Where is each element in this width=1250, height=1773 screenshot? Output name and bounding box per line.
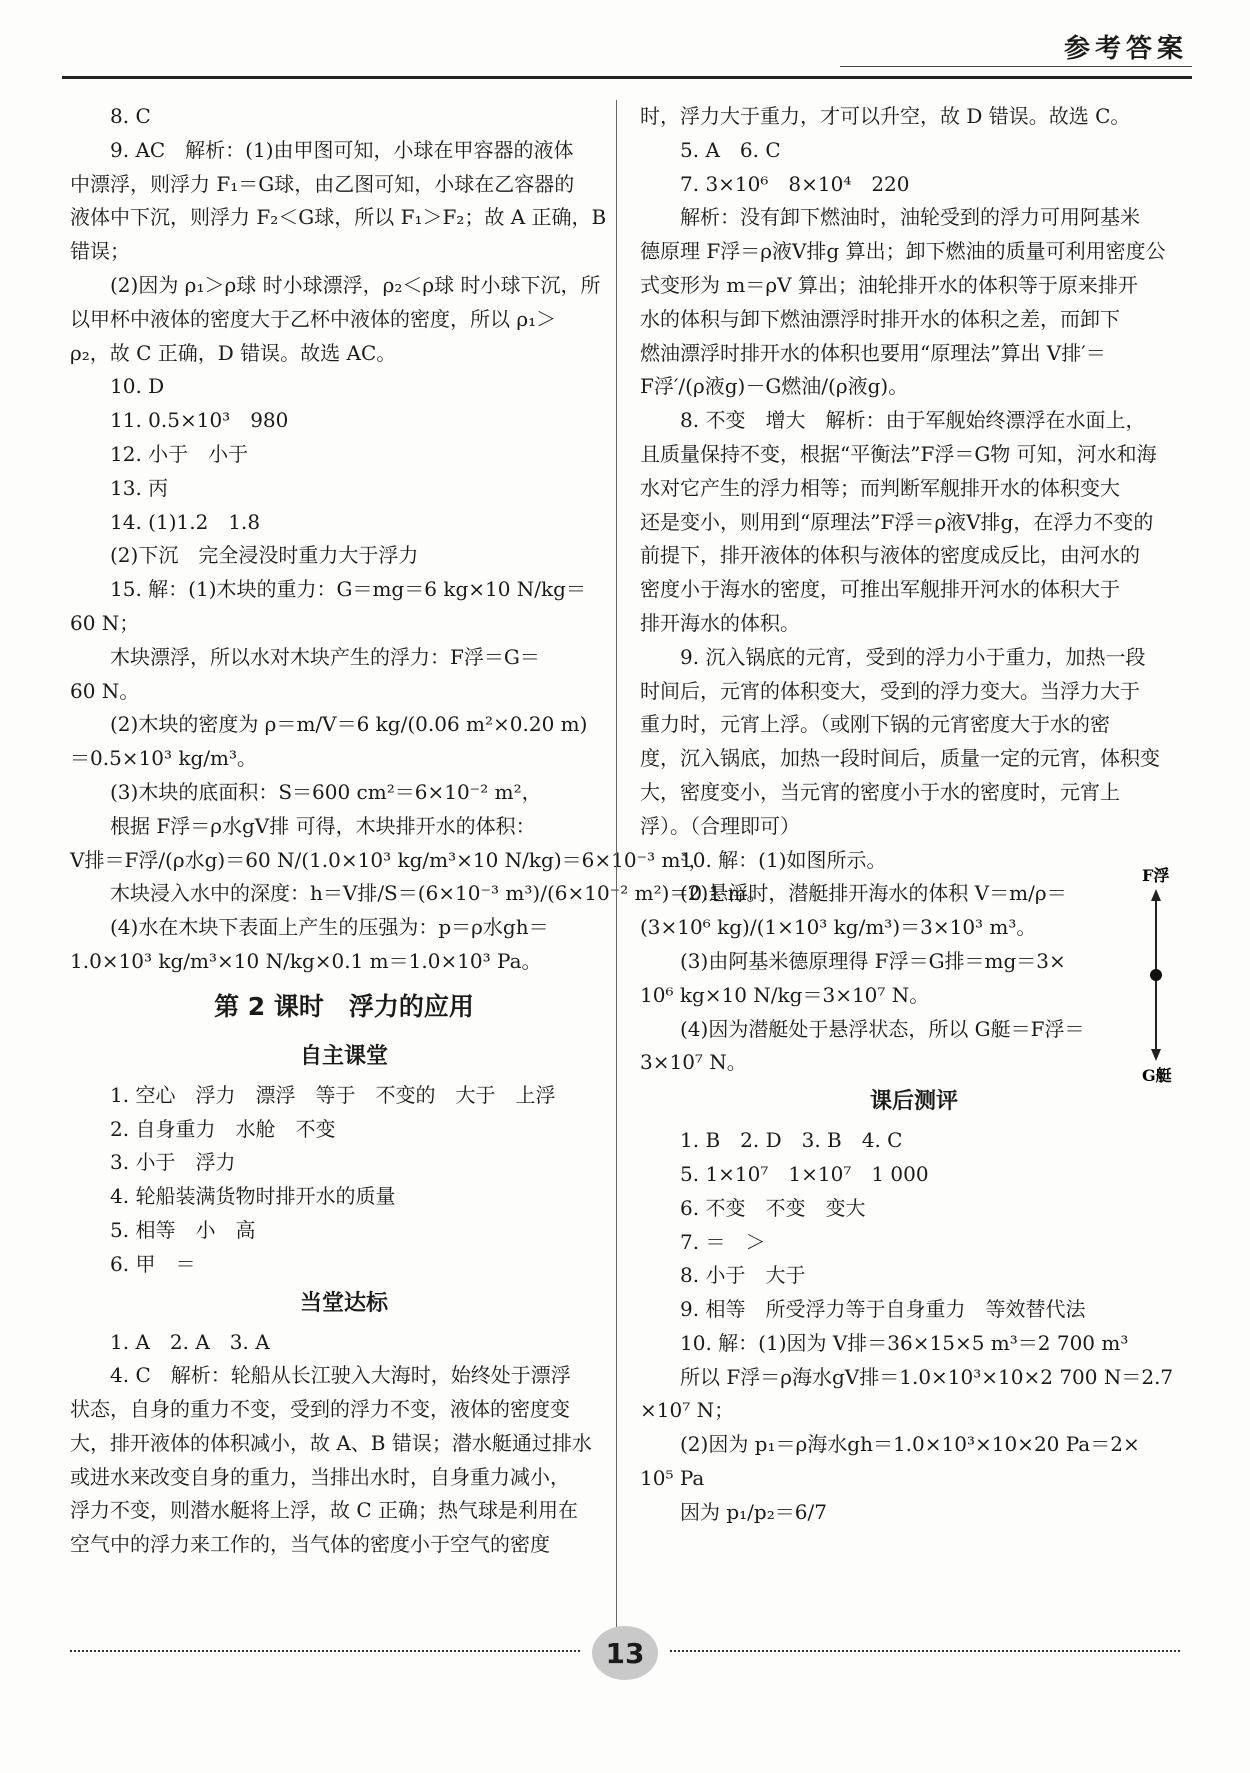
answer-line: 木块浸入水中的深度：h＝V排/S＝(6×10⁻³ m³)/(6×10⁻² m²)＝0.1 m。 (110, 881, 767, 906)
answer-line: 燃油漂浮时排开水的体积也要用“原理法”算出 V排′＝ (640, 340, 1106, 365)
down-arrow-icon (1151, 1049, 1161, 1061)
answer-line: 9. 沉入锅底的元宵，受到的浮力小于重力，加热一段 (680, 644, 1146, 669)
page-number: 13 (592, 1626, 658, 1680)
answer-line: 4. C 解析：轮船从长江驶入大海时，始终处于漂浮 (110, 1363, 571, 1388)
header-title: 参考答案 (1063, 34, 1188, 64)
answer-line: 12. 小于 小于 (110, 441, 249, 466)
answer-line: V排＝F浮/(ρ水g)＝60 N/(1.0×10³ kg/m³×10 N/kg)＝6×10⁻³ m³， (70, 847, 709, 872)
answer-line: 时间后，元宵的体积变大，受到的浮力变大。当浮力大于 (640, 678, 1140, 703)
answer-line: 大，排开液体的体积减小，故 A、B 错误；潜水艇通过排水 (70, 1430, 592, 1455)
answer-line: 水的体积与卸下燃油漂浮时排开水的体积之差，而卸下 (640, 306, 1120, 331)
footer-rule-right (670, 1650, 1180, 1652)
answer-line: 9. AC 解析：(1)由甲图可知，小球在甲容器的液体 (110, 137, 574, 162)
subsection-title-dangtang: 当堂达标 (299, 1290, 388, 1316)
answer-line: 以甲杯中液体的密度大于乙杯中液体的密度，所以 ρ₁＞ (70, 306, 557, 331)
answer-line: 式变形为 m＝ρV 算出；油轮排开水的体积等于原来排开 (640, 272, 1138, 297)
page-header (0, 0, 1250, 80)
force-diagram-bottom-label: G艇 (1142, 1066, 1172, 1085)
answer-line: 浮力不变，则潜水艇将上浮，故 C 正确；热气球是利用在 (70, 1498, 579, 1523)
answer-line: 大，密度变小，当元宵的密度小于水的密度时，元宵上 (640, 779, 1120, 804)
answer-line: 60 N； (70, 610, 140, 635)
answer-line: 3. 小于 浮力 (110, 1150, 236, 1175)
answer-line: 3×10⁷ N。 (640, 1050, 747, 1075)
answer-line: (4)因为潜艇处于悬浮状态，所以 G艇＝F浮＝ (680, 1016, 1085, 1041)
answer-line: 德原理 F浮＝ρ液V排g 算出；卸下燃油的质量可利用密度公 (640, 239, 1166, 264)
answer-line: F浮′/(ρ液g)－G燃油/(ρ液g)。 (640, 374, 909, 399)
force-diagram (1140, 865, 1200, 1085)
answer-line: 木块漂浮，所以水对木块产生的浮力：F浮＝G＝ (110, 644, 540, 669)
answer-line: 4. 轮船装满货物时排开水的质量 (110, 1184, 396, 1209)
answer-line: 中漂浮，则浮力 F₁＝G球，由乙图可知，小球在乙容器的 (70, 171, 575, 196)
answer-line: 空气中的浮力来工作的，当气体的密度小于空气的密度 (70, 1532, 550, 1557)
answer-line: ρ₂，故 C 正确，D 错误。故选 AC。 (70, 340, 397, 365)
answer-line: 10⁵ Pa (640, 1466, 705, 1491)
answer-line: 10⁶ kg×10 N/kg＝3×10⁷ N。 (640, 982, 930, 1007)
subsection-kehou-lines (640, 1124, 1188, 1530)
answer-line: 8. 小于 大于 (680, 1263, 806, 1288)
submarine-point (1150, 969, 1162, 981)
column-divider (616, 100, 617, 1660)
force-diagram-top-label: F浮 (1142, 866, 1170, 885)
answer-line: 1.0×10³ kg/m³×10 N/kg×0.1 m＝1.0×10³ Pa。 (70, 948, 542, 973)
answer-line: (2)因为 p₁＝ρ海水gh＝1.0×10³×10×20 Pa＝2× (680, 1432, 1140, 1457)
subsection-zizhu-lines (70, 1079, 618, 1282)
answer-line: 5. 1×10⁷ 1×10⁷ 1 000 (680, 1161, 929, 1186)
answer-line: 11. 0.5×10³ 980 (110, 408, 289, 433)
answer-line: 还是变小，则用到“原理法”F浮＝ρ液V排g，在浮力不变的 (640, 509, 1154, 534)
answer-line: 水对它产生的浮力相等；而判断军舰排开水的体积变大 (640, 475, 1120, 500)
answer-line: 7. ＝ ＞ (680, 1229, 766, 1254)
answer-line: 或进水来改变自身的重力，当排出水时，自身重力减小， (70, 1464, 570, 1489)
answer-line: 6. 甲 ＝ (110, 1251, 196, 1276)
up-arrow-icon (1151, 889, 1161, 901)
answer-line: 排开海水的体积。 (640, 610, 800, 635)
section-title: 第 2 课时 浮力的应用 (214, 991, 474, 1021)
answer-line: 5. 相等 小 高 (110, 1217, 256, 1242)
answer-line: 13. 丙 (110, 475, 169, 500)
answer-line: (2)下沉 完全浸没时重力大于浮力 (110, 543, 419, 568)
answer-line: 10. 解：(1)因为 V排＝36×15×5 m³＝2 700 m³ (680, 1330, 1129, 1355)
answer-line: 8. C (110, 104, 151, 128)
answer-line: 所以 F浮＝ρ海水gV排＝1.0×10³×10×2 700 N＝2.7 (680, 1364, 1174, 1389)
subsection-title-zizhu: 自主课堂 (299, 1043, 388, 1069)
answer-line: 时，浮力大于重力，才可以升空，故 D 错误。故选 C。 (640, 104, 1131, 128)
answer-line: 错误； (70, 239, 130, 264)
answer-line: 1. A 2. A 3. A (110, 1329, 270, 1354)
answer-line: 密度小于海水的密度，可推出军舰排开河水的体积大于 (640, 577, 1120, 602)
answer-line: 10. 解：(1)如图所示。 (680, 847, 887, 872)
answer-line: 重力时，元宵上浮。（或刚下锅的元宵密度大于水的密 (640, 712, 1110, 737)
answer-line: ＝0.5×10³ kg/m³。 (70, 746, 258, 771)
subsection-dangtang-lines (70, 1326, 618, 1563)
answer-line: 60 N。 (70, 678, 140, 703)
answer-line: (2)因为 ρ₁＞ρ球 时小球漂浮，ρ₂＜ρ球 时小球下沉，所 (110, 272, 601, 297)
answer-line: (3)木块的底面积：S＝600 cm²＝6×10⁻² m²， (110, 779, 542, 804)
answer-line: 1. 空心 浮力 漂浮 等于 不变的 大于 上浮 (110, 1082, 556, 1107)
answer-line: 前提下，排开液体的体积与液体的密度成反比，由河水的 (640, 543, 1140, 568)
answer-line: ×10⁷ N； (640, 1398, 735, 1423)
answer-line: 度，沉入锅底，加热一段时间后，质量一定的元宵，体积变 (640, 746, 1160, 771)
answer-line: 解析：没有卸下燃油时，油轮受到的浮力可用阿基米 (680, 205, 1140, 230)
answer-line: 14. (1)1.2 1.8 (110, 509, 261, 534)
answer-line: (3×10⁶ kg)/(1×10³ kg/m³)＝3×10³ m³。 (640, 915, 1037, 940)
right-answer-lines (640, 100, 1188, 1080)
answer-line: 9. 相等 所受浮力等于自身重力 等效替代法 (680, 1297, 1086, 1322)
answer-line: 且质量保持不变，根据“平衡法”F浮＝G物 可知，河水和海 (640, 441, 1157, 466)
answer-line: (4)水在木块下表面上产生的压强为：p＝ρ水gh＝ (110, 915, 549, 940)
right-column (640, 100, 1188, 1530)
answer-line: 根据 F浮＝ρ水gV排 可得，木块排开水的体积： (110, 813, 536, 838)
answer-line: (3)由阿基米德原理得 F浮＝G排＝mg＝3× (680, 948, 1066, 973)
answer-line: 6. 不变 不变 变大 (680, 1195, 866, 1220)
answer-line: 浮）。（合理即可） (640, 813, 800, 838)
header-thin-rule (840, 66, 1192, 67)
answer-line: 7. 3×10⁶ 8×10⁴ 220 (680, 171, 910, 196)
answer-line: (2)悬浮时，潜艇排开海水的体积 V＝m/ρ＝ (680, 881, 1067, 906)
subsection-title-kehou: 课后测评 (869, 1089, 958, 1115)
answer-line: 15. 解：(1)木块的重力：G＝mg＝6 kg×10 N/kg＝ (110, 577, 586, 602)
answer-line: 1. B 2. D 3. B 4. C (680, 1128, 903, 1153)
answer-line: (2)木块的密度为 ρ＝m/V＝6 kg/(0.06 m²×0.20 m) (110, 712, 588, 737)
answer-line: 因为 p₁/p₂＝6/7 (680, 1499, 827, 1524)
answer-line: 状态，自身的重力不变，受到的浮力不变，液体的密度变 (70, 1397, 570, 1422)
answer-line: 10. D (110, 374, 165, 399)
answer-line: 5. A 6. C (680, 137, 781, 162)
header-rule (62, 76, 1192, 79)
answer-line: 8. 不变 增大 解析：由于军舰始终漂浮在水面上， (680, 408, 1146, 433)
answer-line: 液体中下沉，则浮力 F₂＜G球，所以 F₁＞F₂；故 A 正确，B (70, 205, 607, 230)
footer-rule-left (70, 1650, 580, 1652)
answer-line: 2. 自身重力 水舱 不变 (110, 1116, 336, 1141)
